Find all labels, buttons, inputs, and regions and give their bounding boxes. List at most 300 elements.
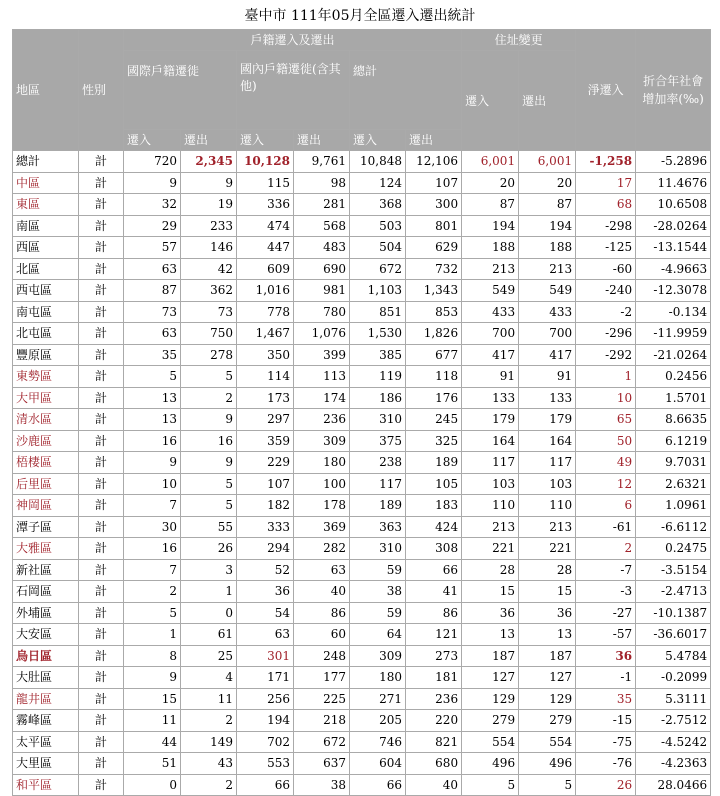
cell-tot-in: 851 xyxy=(350,301,406,323)
cell-net: 2 xyxy=(576,538,636,560)
migration-table xyxy=(12,29,711,796)
cell-rate: -2.4713 xyxy=(636,581,711,603)
cell-dom-in: 301 xyxy=(237,645,294,667)
cell-tot-out: 677 xyxy=(406,344,462,366)
cell-dom-in: 52 xyxy=(237,559,294,581)
cell-addr-in: 6,001 xyxy=(462,151,519,173)
cell-dom-in: 54 xyxy=(237,602,294,624)
cell-dom-in: 702 xyxy=(237,731,294,753)
cell-net: -7 xyxy=(576,559,636,581)
cell-addr-out: 15 xyxy=(519,581,576,603)
cell-intl-out: 11 xyxy=(181,688,237,710)
cell-net: -76 xyxy=(576,753,636,775)
header-net: 淨遷入 xyxy=(576,30,636,151)
cell-rate: 6.1219 xyxy=(636,430,711,452)
cell-dom-out: 177 xyxy=(294,667,350,689)
cell-sex: 計 xyxy=(79,473,124,495)
cell-tot-out: 121 xyxy=(406,624,462,646)
cell-intl-out: 2,345 xyxy=(181,151,237,173)
cell-area: 后里區 xyxy=(13,473,79,495)
cell-dom-out: 180 xyxy=(294,452,350,474)
cell-dom-in: 1,467 xyxy=(237,323,294,345)
cell-addr-out: 36 xyxy=(519,602,576,624)
table-row xyxy=(13,624,711,646)
cell-intl-in: 1 xyxy=(124,624,181,646)
cell-tot-in: 180 xyxy=(350,667,406,689)
cell-rate: -11.9959 xyxy=(636,323,711,345)
cell-intl-out: 9 xyxy=(181,409,237,431)
cell-addr-in: 5 xyxy=(462,774,519,796)
cell-tot-out: 118 xyxy=(406,366,462,388)
cell-dom-in: 778 xyxy=(237,301,294,323)
cell-rate: 2.6321 xyxy=(636,473,711,495)
cell-sex: 計 xyxy=(79,409,124,431)
cell-tot-out: 86 xyxy=(406,602,462,624)
table-row xyxy=(13,452,711,474)
cell-rate: 1.0961 xyxy=(636,495,711,517)
cell-addr-out: 213 xyxy=(519,516,576,538)
cell-intl-in: 10 xyxy=(124,473,181,495)
header-total: 總計 xyxy=(350,51,462,130)
cell-rate: -6.6112 xyxy=(636,516,711,538)
cell-tot-in: 672 xyxy=(350,258,406,280)
cell-rate: 5.3111 xyxy=(636,688,711,710)
cell-tot-in: 59 xyxy=(350,559,406,581)
cell-intl-out: 149 xyxy=(181,731,237,753)
cell-dom-in: 114 xyxy=(237,366,294,388)
cell-intl-out: 750 xyxy=(181,323,237,345)
cell-sex: 計 xyxy=(79,753,124,775)
cell-dom-in: 294 xyxy=(237,538,294,560)
table-row xyxy=(13,366,711,388)
cell-sex: 計 xyxy=(79,667,124,689)
cell-rate: 8.6635 xyxy=(636,409,711,431)
cell-intl-in: 0 xyxy=(124,774,181,796)
cell-net: -61 xyxy=(576,516,636,538)
table-row xyxy=(13,323,711,345)
cell-tot-in: 205 xyxy=(350,710,406,732)
cell-dom-out: 281 xyxy=(294,194,350,216)
cell-area: 龍井區 xyxy=(13,688,79,710)
cell-sex: 計 xyxy=(79,430,124,452)
cell-addr-out: 496 xyxy=(519,753,576,775)
cell-intl-in: 7 xyxy=(124,559,181,581)
cell-dom-out: 282 xyxy=(294,538,350,560)
header-domestic: 國內戶籍遷徙(含其他) xyxy=(237,51,350,130)
cell-net: -292 xyxy=(576,344,636,366)
cell-tot-in: 59 xyxy=(350,602,406,624)
cell-tot-in: 746 xyxy=(350,731,406,753)
cell-addr-out: 13 xyxy=(519,624,576,646)
cell-addr-out: 91 xyxy=(519,366,576,388)
cell-area: 太平區 xyxy=(13,731,79,753)
cell-intl-out: 73 xyxy=(181,301,237,323)
header-dom-in: 遷入 xyxy=(237,130,294,151)
table-row xyxy=(13,344,711,366)
cell-rate: -0.134 xyxy=(636,301,711,323)
cell-rate: -10.1387 xyxy=(636,602,711,624)
table-row xyxy=(13,172,711,194)
cell-rate: -13.1544 xyxy=(636,237,711,259)
cell-net: 65 xyxy=(576,409,636,431)
cell-tot-in: 310 xyxy=(350,409,406,431)
cell-dom-out: 174 xyxy=(294,387,350,409)
cell-dom-in: 10,128 xyxy=(237,151,294,173)
cell-tot-out: 12,106 xyxy=(406,151,462,173)
cell-tot-out: 41 xyxy=(406,581,462,603)
header-addr-in: 遷入 xyxy=(462,51,519,151)
cell-area: 東區 xyxy=(13,194,79,216)
cell-intl-in: 11 xyxy=(124,710,181,732)
cell-net: 26 xyxy=(576,774,636,796)
cell-area: 外埔區 xyxy=(13,602,79,624)
cell-tot-in: 375 xyxy=(350,430,406,452)
cell-sex: 計 xyxy=(79,215,124,237)
cell-addr-out: 279 xyxy=(519,710,576,732)
cell-net: -3 xyxy=(576,581,636,603)
cell-rate: 0.2456 xyxy=(636,366,711,388)
page-title: 臺中市 111年05月全區遷入遷出統計 xyxy=(244,8,476,24)
cell-net: 68 xyxy=(576,194,636,216)
table-header xyxy=(13,30,711,151)
cell-tot-out: 629 xyxy=(406,237,462,259)
cell-sex: 計 xyxy=(79,323,124,345)
cell-dom-in: 194 xyxy=(237,710,294,732)
cell-intl-in: 8 xyxy=(124,645,181,667)
header-intl: 國際戶籍遷徙 xyxy=(124,51,237,130)
cell-addr-out: 554 xyxy=(519,731,576,753)
cell-dom-in: 173 xyxy=(237,387,294,409)
cell-intl-out: 42 xyxy=(181,258,237,280)
cell-rate: -0.2099 xyxy=(636,667,711,689)
header-dom-out: 遷出 xyxy=(294,130,350,151)
cell-dom-out: 369 xyxy=(294,516,350,538)
cell-dom-out: 637 xyxy=(294,753,350,775)
cell-dom-in: 107 xyxy=(237,473,294,495)
cell-net: 12 xyxy=(576,473,636,495)
cell-addr-out: 87 xyxy=(519,194,576,216)
cell-intl-out: 5 xyxy=(181,366,237,388)
cell-intl-in: 16 xyxy=(124,538,181,560)
cell-intl-out: 2 xyxy=(181,710,237,732)
cell-intl-in: 32 xyxy=(124,194,181,216)
cell-intl-out: 16 xyxy=(181,430,237,452)
cell-addr-in: 20 xyxy=(462,172,519,194)
cell-addr-in: 179 xyxy=(462,409,519,431)
cell-rate: -28.0264 xyxy=(636,215,711,237)
cell-intl-in: 16 xyxy=(124,430,181,452)
cell-sex: 計 xyxy=(79,602,124,624)
cell-rate: 1.5701 xyxy=(636,387,711,409)
cell-rate: 0.2475 xyxy=(636,538,711,560)
cell-tot-in: 238 xyxy=(350,452,406,474)
cell-addr-in: 433 xyxy=(462,301,519,323)
cell-dom-out: 9,761 xyxy=(294,151,350,173)
cell-rate: 11.4676 xyxy=(636,172,711,194)
cell-addr-out: 549 xyxy=(519,280,576,302)
cell-tot-out: 1,343 xyxy=(406,280,462,302)
cell-intl-out: 9 xyxy=(181,452,237,474)
cell-dom-out: 780 xyxy=(294,301,350,323)
cell-tot-in: 1,530 xyxy=(350,323,406,345)
cell-tot-out: 220 xyxy=(406,710,462,732)
cell-addr-in: 15 xyxy=(462,581,519,603)
cell-tot-out: 181 xyxy=(406,667,462,689)
cell-sex: 計 xyxy=(79,538,124,560)
cell-area: 新社區 xyxy=(13,559,79,581)
cell-rate: 9.7031 xyxy=(636,452,711,474)
cell-dom-in: 474 xyxy=(237,215,294,237)
cell-tot-out: 325 xyxy=(406,430,462,452)
cell-area: 西屯區 xyxy=(13,280,79,302)
header-tot-in: 遷入 xyxy=(350,130,406,151)
cell-area: 大里區 xyxy=(13,753,79,775)
cell-tot-out: 273 xyxy=(406,645,462,667)
cell-net: -298 xyxy=(576,215,636,237)
header-sex: 性別 xyxy=(79,30,124,151)
cell-net: 6 xyxy=(576,495,636,517)
cell-area: 大安區 xyxy=(13,624,79,646)
cell-intl-out: 9 xyxy=(181,172,237,194)
cell-dom-in: 63 xyxy=(237,624,294,646)
cell-tot-in: 124 xyxy=(350,172,406,194)
cell-addr-out: 110 xyxy=(519,495,576,517)
table-row xyxy=(13,602,711,624)
cell-intl-out: 1 xyxy=(181,581,237,603)
cell-tot-out: 732 xyxy=(406,258,462,280)
cell-intl-in: 51 xyxy=(124,753,181,775)
cell-intl-in: 57 xyxy=(124,237,181,259)
cell-intl-in: 63 xyxy=(124,323,181,345)
cell-tot-out: 189 xyxy=(406,452,462,474)
table-row xyxy=(13,559,711,581)
cell-area: 沙鹿區 xyxy=(13,430,79,452)
cell-addr-in: 213 xyxy=(462,516,519,538)
cell-area: 豐原區 xyxy=(13,344,79,366)
cell-area: 大甲區 xyxy=(13,387,79,409)
cell-intl-in: 9 xyxy=(124,667,181,689)
cell-tot-out: 308 xyxy=(406,538,462,560)
cell-net: 10 xyxy=(576,387,636,409)
cell-area: 和平區 xyxy=(13,774,79,796)
cell-intl-out: 233 xyxy=(181,215,237,237)
cell-addr-out: 433 xyxy=(519,301,576,323)
cell-sex: 計 xyxy=(79,344,124,366)
cell-area: 北區 xyxy=(13,258,79,280)
cell-sex: 計 xyxy=(79,774,124,796)
header-addr-out: 遷出 xyxy=(519,51,576,151)
cell-rate: -4.2363 xyxy=(636,753,711,775)
cell-intl-out: 25 xyxy=(181,645,237,667)
cell-intl-in: 5 xyxy=(124,602,181,624)
cell-sex: 計 xyxy=(79,387,124,409)
cell-dom-in: 182 xyxy=(237,495,294,517)
cell-tot-out: 853 xyxy=(406,301,462,323)
cell-intl-out: 61 xyxy=(181,624,237,646)
cell-net: -15 xyxy=(576,710,636,732)
cell-addr-out: 117 xyxy=(519,452,576,474)
cell-area: 潭子區 xyxy=(13,516,79,538)
cell-dom-in: 297 xyxy=(237,409,294,431)
cell-addr-out: 188 xyxy=(519,237,576,259)
cell-intl-out: 19 xyxy=(181,194,237,216)
cell-addr-in: 554 xyxy=(462,731,519,753)
cell-tot-in: 309 xyxy=(350,645,406,667)
cell-tot-in: 66 xyxy=(350,774,406,796)
table-row xyxy=(13,258,711,280)
cell-sex: 計 xyxy=(79,301,124,323)
cell-rate: 10.6508 xyxy=(636,194,711,216)
cell-tot-in: 186 xyxy=(350,387,406,409)
cell-dom-out: 225 xyxy=(294,688,350,710)
cell-dom-in: 553 xyxy=(237,753,294,775)
cell-addr-out: 179 xyxy=(519,409,576,431)
cell-rate: -36.6017 xyxy=(636,624,711,646)
cell-intl-in: 13 xyxy=(124,387,181,409)
table-row xyxy=(13,495,711,517)
cell-addr-in: 496 xyxy=(462,753,519,775)
cell-addr-out: 20 xyxy=(519,172,576,194)
cell-net: 1 xyxy=(576,366,636,388)
table-row xyxy=(13,194,711,216)
cell-tot-out: 424 xyxy=(406,516,462,538)
cell-dom-in: 115 xyxy=(237,172,294,194)
cell-dom-out: 672 xyxy=(294,731,350,753)
cell-intl-in: 29 xyxy=(124,215,181,237)
cell-intl-in: 63 xyxy=(124,258,181,280)
cell-addr-in: 129 xyxy=(462,688,519,710)
table-row xyxy=(13,430,711,452)
cell-dom-out: 981 xyxy=(294,280,350,302)
cell-dom-out: 218 xyxy=(294,710,350,732)
cell-dom-out: 178 xyxy=(294,495,350,517)
cell-intl-out: 4 xyxy=(181,667,237,689)
cell-tot-out: 107 xyxy=(406,172,462,194)
table-row xyxy=(13,538,711,560)
cell-addr-in: 164 xyxy=(462,430,519,452)
cell-tot-in: 310 xyxy=(350,538,406,560)
cell-intl-in: 7 xyxy=(124,495,181,517)
cell-dom-out: 568 xyxy=(294,215,350,237)
cell-addr-out: 5 xyxy=(519,774,576,796)
cell-net: -1 xyxy=(576,667,636,689)
cell-rate: -4.5242 xyxy=(636,731,711,753)
cell-rate: 28.0466 xyxy=(636,774,711,796)
header-rate: 折合年社會增加率(‰) xyxy=(636,30,711,151)
cell-addr-in: 28 xyxy=(462,559,519,581)
cell-tot-out: 40 xyxy=(406,774,462,796)
cell-tot-out: 300 xyxy=(406,194,462,216)
cell-sex: 計 xyxy=(79,688,124,710)
cell-addr-in: 279 xyxy=(462,710,519,732)
cell-dom-out: 60 xyxy=(294,624,350,646)
cell-net: -240 xyxy=(576,280,636,302)
cell-addr-out: 164 xyxy=(519,430,576,452)
cell-addr-in: 213 xyxy=(462,258,519,280)
table-row xyxy=(13,409,711,431)
cell-addr-in: 700 xyxy=(462,323,519,345)
header-tot-out: 遷出 xyxy=(406,130,462,151)
cell-intl-out: 3 xyxy=(181,559,237,581)
cell-addr-in: 549 xyxy=(462,280,519,302)
cell-intl-in: 720 xyxy=(124,151,181,173)
cell-sex: 計 xyxy=(79,731,124,753)
cell-tot-out: 66 xyxy=(406,559,462,581)
cell-addr-in: 117 xyxy=(462,452,519,474)
cell-addr-in: 417 xyxy=(462,344,519,366)
cell-intl-in: 44 xyxy=(124,731,181,753)
cell-addr-out: 28 xyxy=(519,559,576,581)
cell-dom-out: 248 xyxy=(294,645,350,667)
cell-addr-out: 127 xyxy=(519,667,576,689)
cell-tot-in: 189 xyxy=(350,495,406,517)
cell-sex: 計 xyxy=(79,258,124,280)
cell-tot-in: 604 xyxy=(350,753,406,775)
header-address-group: 住址變更 xyxy=(462,30,576,51)
cell-rate: -3.5154 xyxy=(636,559,711,581)
cell-addr-in: 13 xyxy=(462,624,519,646)
cell-net: -1,258 xyxy=(576,151,636,173)
cell-dom-out: 690 xyxy=(294,258,350,280)
cell-tot-out: 821 xyxy=(406,731,462,753)
cell-tot-in: 1,103 xyxy=(350,280,406,302)
cell-rate: -12.3078 xyxy=(636,280,711,302)
cell-dom-in: 336 xyxy=(237,194,294,216)
cell-net: -296 xyxy=(576,323,636,345)
cell-area: 清水區 xyxy=(13,409,79,431)
cell-intl-out: 5 xyxy=(181,473,237,495)
cell-tot-out: 105 xyxy=(406,473,462,495)
table-row xyxy=(13,151,711,173)
cell-area: 中區 xyxy=(13,172,79,194)
cell-dom-out: 40 xyxy=(294,581,350,603)
cell-sex: 計 xyxy=(79,194,124,216)
cell-area: 北屯區 xyxy=(13,323,79,345)
cell-dom-out: 113 xyxy=(294,366,350,388)
cell-intl-out: 362 xyxy=(181,280,237,302)
table-row xyxy=(13,710,711,732)
cell-tot-in: 271 xyxy=(350,688,406,710)
cell-area: 南區 xyxy=(13,215,79,237)
header-area: 地區 xyxy=(13,30,79,151)
cell-net: 36 xyxy=(576,645,636,667)
cell-sex: 計 xyxy=(79,559,124,581)
cell-intl-out: 26 xyxy=(181,538,237,560)
cell-tot-in: 38 xyxy=(350,581,406,603)
cell-tot-in: 119 xyxy=(350,366,406,388)
cell-tot-in: 385 xyxy=(350,344,406,366)
table-row xyxy=(13,774,711,796)
cell-sex: 計 xyxy=(79,237,124,259)
cell-area: 大雅區 xyxy=(13,538,79,560)
cell-area: 霧峰區 xyxy=(13,710,79,732)
cell-addr-out: 221 xyxy=(519,538,576,560)
cell-intl-in: 2 xyxy=(124,581,181,603)
cell-tot-out: 183 xyxy=(406,495,462,517)
cell-net: -57 xyxy=(576,624,636,646)
cell-net: 17 xyxy=(576,172,636,194)
cell-intl-out: 278 xyxy=(181,344,237,366)
cell-dom-in: 229 xyxy=(237,452,294,474)
cell-intl-in: 35 xyxy=(124,344,181,366)
table-row xyxy=(13,645,711,667)
cell-intl-in: 9 xyxy=(124,172,181,194)
cell-net: -125 xyxy=(576,237,636,259)
cell-net: -2 xyxy=(576,301,636,323)
cell-dom-in: 66 xyxy=(237,774,294,796)
table-row xyxy=(13,387,711,409)
cell-sex: 計 xyxy=(79,710,124,732)
